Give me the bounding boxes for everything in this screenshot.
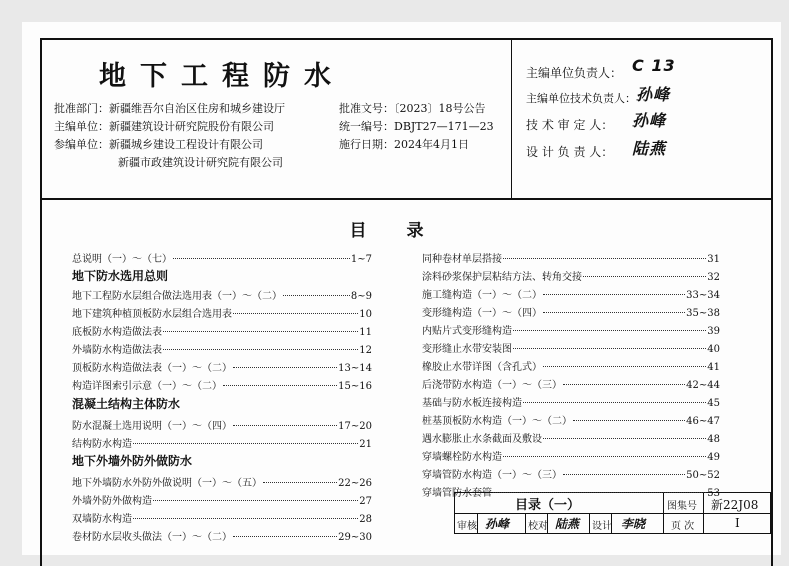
- toc-entry-page: 10: [359, 309, 372, 320]
- resp-label: 技 术 审 定 人：: [526, 118, 614, 132]
- leader-dots: [233, 312, 358, 314]
- page-label: 页 次: [671, 521, 695, 532]
- signature: 陆燕: [632, 139, 667, 158]
- leader-dots: [263, 481, 337, 483]
- divider: [525, 513, 526, 533]
- leader-dots: [543, 293, 685, 295]
- toc-entry[interactable]: [422, 268, 720, 283]
- impl-date: 施行日期：2024年4月1日: [339, 138, 469, 151]
- toc-entry[interactable]: [72, 417, 372, 432]
- toc-entry-label: 卷材防水层收头做法（一）～（二）: [72, 532, 232, 543]
- toc-entry-label: 地下外墙防水外防外做说明（一）～（五）: [72, 478, 262, 489]
- signature: C 13: [632, 56, 676, 75]
- atlas-no: 新22J08: [711, 498, 759, 512]
- toc-entry-label: 基础与防水板连接构造: [422, 398, 522, 409]
- toc-entry[interactable]: [72, 435, 372, 450]
- review-label: 审核: [457, 521, 477, 532]
- toc-entry-label: 构造详图索引示意（一）～（二）: [72, 381, 222, 392]
- toc-section-heading: 地下防水选用总则: [72, 269, 169, 283]
- toc-entry[interactable]: [422, 322, 720, 337]
- leader-dots: [233, 366, 337, 368]
- leader-dots: [543, 365, 706, 367]
- toc-entry[interactable]: [422, 412, 720, 427]
- divider: [455, 513, 770, 514]
- toc-entry-page: 17~20: [338, 421, 372, 432]
- toc-entry-label: 变形缝止水带安装图: [422, 344, 512, 355]
- toc-entry-label: 外墙防水构造做法表: [72, 345, 162, 356]
- toc-entry-page: 48: [707, 434, 720, 445]
- toc-entry-page: 13~14: [338, 363, 372, 374]
- leader-dots: [493, 491, 706, 493]
- toc-entry[interactable]: [72, 510, 372, 525]
- review-signature: 孙峰: [485, 517, 510, 531]
- toc-entry-page: 15~16: [338, 381, 372, 392]
- toc-entry[interactable]: [422, 376, 720, 391]
- toc-entry-label: 防水混凝土选用说明（一）～（四）: [72, 421, 232, 432]
- check-signature: 陆燕: [555, 517, 580, 531]
- toc-entry-page: 33~34: [686, 290, 720, 301]
- toc-entry-page: 49: [707, 452, 720, 463]
- toc-entry-label: 桩基顶板防水构造（一）～（二）: [422, 416, 572, 427]
- toc-entry-page: 11: [359, 327, 372, 338]
- toc-entry-label: 穿墙螺栓防水构造: [422, 452, 502, 463]
- toc-entry-page: 1~7: [350, 254, 372, 265]
- leader-dots: [503, 455, 706, 457]
- leader-dots: [543, 311, 685, 313]
- leader-dots: [543, 437, 706, 439]
- toc-entry-page: 22~26: [338, 478, 372, 489]
- toc-entry[interactable]: [72, 323, 372, 338]
- leader-dots: [153, 499, 358, 501]
- design-signature: 李晓: [621, 517, 646, 531]
- toc-entry[interactable]: [72, 341, 372, 356]
- leader-dots: [173, 257, 350, 259]
- page-number: I: [735, 516, 740, 530]
- toc-entry-label: 总说明（一）～（七）: [72, 254, 172, 265]
- toc-entry-page: 39: [707, 326, 720, 337]
- toc-entry[interactable]: [422, 394, 720, 409]
- page-title: 地下工程防水: [99, 61, 345, 92]
- toc-entry-page: 46~47: [686, 416, 720, 427]
- toc-entry[interactable]: [72, 377, 372, 392]
- divider: [663, 513, 664, 533]
- toc-entry-page: 29~30: [338, 532, 372, 543]
- leader-dots: [133, 517, 358, 519]
- toc-entry-page: 53: [707, 488, 720, 499]
- co-editor-unit-2: 新疆市政建筑设计研究院有限公司: [118, 156, 283, 169]
- leader-dots: [563, 473, 685, 475]
- leader-dots: [223, 384, 337, 386]
- design-label: 设计: [592, 521, 612, 532]
- leader-dots: [233, 424, 337, 426]
- leader-dots: [133, 442, 358, 444]
- toc-entry-label: 遇水膨胀止水条截面及敷设: [422, 434, 542, 445]
- toc-entry[interactable]: [72, 492, 372, 507]
- toc-entry-label: 后浇带防水构造（一）～（三）: [422, 380, 562, 391]
- toc-entry-label: 底板防水构造做法表: [72, 327, 162, 338]
- toc-entry-page: 45: [707, 398, 720, 409]
- toc-entry-label: 地下建筑种植顶板防水层组合选用表: [72, 309, 232, 320]
- resp-label: 主编单位负责人：: [526, 66, 623, 80]
- leader-dots: [283, 294, 350, 296]
- toc-entry-page: 31: [707, 254, 720, 265]
- toc-entry-label: 内贴片式变形缝构造: [422, 326, 512, 337]
- toc-entry-page: 27: [359, 496, 372, 507]
- responsibles-block: [512, 40, 771, 200]
- toc-entry-page: 32: [707, 272, 720, 283]
- toc-entry-label: 穿墙管防水构造（一）～（三）: [422, 470, 562, 481]
- leader-dots: [233, 535, 337, 537]
- divider: [477, 513, 478, 533]
- signature: 孙峰: [632, 111, 667, 130]
- toc-entry-label: 施工缝构造（一）～（二）: [422, 290, 542, 301]
- toc-entry[interactable]: [422, 484, 720, 499]
- divider: [589, 513, 590, 533]
- leader-dots: [583, 275, 706, 277]
- toc-entry-label: 变形缝构造（一）～（四）: [422, 308, 542, 319]
- toc-entry[interactable]: [422, 340, 720, 355]
- toc-entry-label: 顶板防水构造做法表（一）～（二）: [72, 363, 232, 374]
- toc-entry-label: 同种卷材单层搭接: [422, 254, 502, 265]
- toc-entry[interactable]: [422, 466, 720, 481]
- toc-entry[interactable]: [72, 528, 372, 543]
- toc-section-heading: 地下外墙外防外做防水: [72, 454, 193, 468]
- toc-entry-page: 35~38: [686, 308, 720, 319]
- toc-entry[interactable]: [422, 430, 720, 445]
- toc-entry-page: 8~9: [350, 291, 372, 302]
- toc-entry[interactable]: [72, 305, 372, 320]
- toc-entry-page: 50~52: [686, 470, 720, 481]
- toc-entry-label: 外墙外防外做构造: [72, 496, 152, 507]
- drawing-name: 目录（一）: [515, 498, 581, 513]
- toc-entry[interactable]: [422, 286, 720, 301]
- leader-dots: [163, 348, 358, 350]
- leader-dots: [513, 329, 706, 331]
- toc-entry-page: 12: [359, 345, 372, 356]
- leader-dots: [523, 401, 706, 403]
- toc-entry[interactable]: [72, 474, 372, 489]
- toc-entry-page: 40: [707, 344, 720, 355]
- toc-entry[interactable]: [422, 448, 720, 463]
- atlas-no-label: 图集号: [667, 501, 697, 512]
- divider: [703, 493, 704, 533]
- toc-entry-label: 涂料砂浆保护层粘结方法、转角交接: [422, 272, 582, 283]
- unified-no: 统一编号：DBJT27—171—23: [339, 120, 494, 133]
- toc-entry-label: 结构防水构造: [72, 439, 132, 450]
- leader-dots: [573, 419, 685, 421]
- toc-entry[interactable]: [72, 250, 372, 265]
- leader-dots: [503, 257, 706, 259]
- approval-dept: 批准部门：新疆维吾尔自治区住房和城乡建设厅: [54, 102, 285, 115]
- drawing-frame: [40, 38, 773, 566]
- leader-dots: [163, 330, 358, 332]
- leader-dots: [513, 347, 706, 349]
- toc-entry-label: 橡胶止水带详图（含孔式）: [422, 362, 542, 373]
- approval-doc: 批准文号：〔2023〕18号公告: [339, 102, 486, 115]
- toc-entry[interactable]: [422, 304, 720, 319]
- toc-entry[interactable]: [422, 250, 720, 265]
- header-info-block: [42, 40, 512, 200]
- toc-entry-page: 42~44: [686, 380, 720, 391]
- chief-editor-unit: 主编单位：新疆建筑设计研究院股份有限公司: [54, 120, 274, 133]
- toc-section-heading: 混凝土结构主体防水: [72, 397, 181, 411]
- toc-entry[interactable]: [72, 287, 372, 302]
- toc-entry-label: 地下工程防水层组合做法选用表（一）～（二）: [72, 291, 282, 302]
- toc-entry[interactable]: [72, 359, 372, 374]
- toc-entry[interactable]: [422, 358, 720, 373]
- toc-entry-page: 28: [359, 514, 372, 525]
- signature: 孙峰: [636, 85, 671, 104]
- toc-entry-page: 41: [707, 362, 720, 373]
- leader-dots: [563, 383, 685, 385]
- toc-title: 目录: [349, 221, 464, 241]
- toc-entry-label: 双墙防水构造: [72, 514, 132, 525]
- drawing-sheet: [22, 22, 781, 555]
- resp-label: 设 计 负 责 人：: [526, 145, 614, 159]
- co-editor-unit: 参编单位：新疆城乡建设工程设计有限公司: [54, 138, 263, 151]
- toc-entry-page: 21: [359, 439, 372, 450]
- check-label: 校对: [528, 521, 548, 532]
- toc-entry-label: 穿墙管防水套管: [422, 488, 492, 499]
- resp-label: 主编单位技术负责人：: [526, 92, 636, 105]
